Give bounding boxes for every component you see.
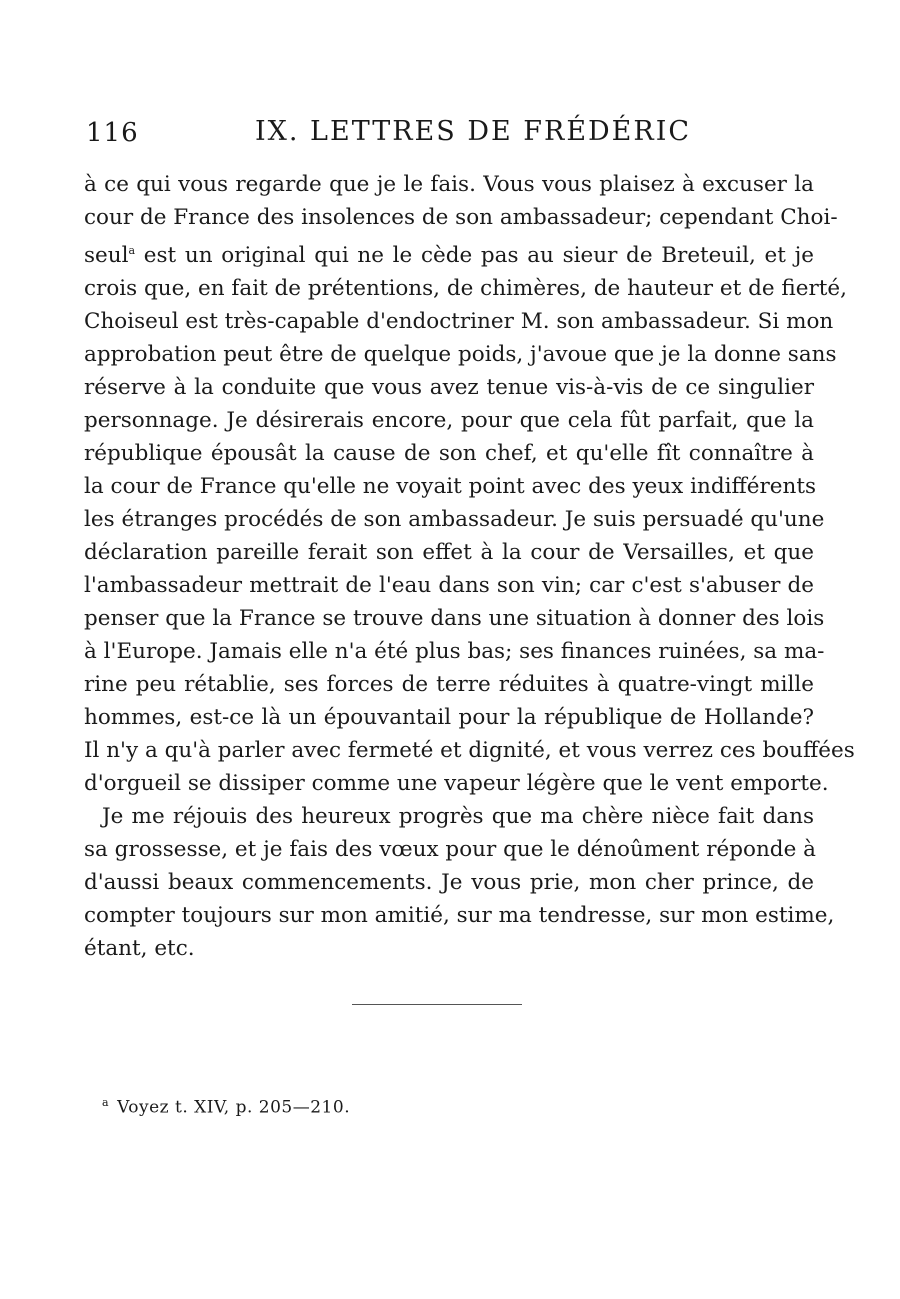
text-line [84, 234, 814, 272]
text-line: sa grossesse, et je fais des vœux pour que le dénoûment réponde à [84, 837, 816, 863]
text-line: réserve à la conduite que vous avez tenue vis-à-vis de ce singulier [84, 375, 814, 401]
text-line: étant, etc. [84, 936, 195, 962]
text-fragment: seul [84, 243, 129, 269]
text-line: à l'Europe. Jamais elle n'a été plus bas; ses finances ruinées, sa ma- [84, 639, 825, 665]
text-line: la cour de France qu'elle ne voyait point avec des yeux indifférents [84, 474, 816, 500]
text-line: Choiseul est très-capable d'endoctriner M. son ambassadeur. Si mon [84, 309, 834, 335]
text-line: cour de France des insolences de son ambassadeur; cependant Choi- [84, 205, 838, 230]
letter-body [84, 168, 855, 965]
text-line: personnage. Je désirerais encore, pour que cela fût parfait, que la [84, 408, 814, 434]
text-line: les étranges procédés de son ambassadeur. Je suis persuadé qu'une [84, 507, 825, 533]
text-line: république épousât la cause de son chef, et qu'elle fît connaître à [84, 441, 814, 467]
running-head: IX. LETTRES DE FRÉDÉRIC [255, 116, 692, 147]
text-line: compter toujours sur mon amitié, sur ma tendresse, sur mon estime, [84, 903, 835, 929]
text-line: l'ambassadeur mettrait de l'eau dans son vin; car c'est s'abuser de [84, 573, 814, 599]
text-line: Il n'y a qu'à parler avec fermeté et dignité, et vous verrez ces bouffées [84, 738, 855, 764]
footnote-mark: a [102, 1096, 110, 1109]
footnote-reference: a [128, 244, 136, 257]
text-line: déclaration pareille ferait son effet à la cour de Versailles, et que [84, 540, 814, 566]
text-line: d'aussi beaux commencements. Je vous prie, mon cher prince, de [84, 870, 814, 896]
text-line: hommes, est-ce là un épouvantail pour la république de Hollande? [84, 705, 814, 731]
text-line: d'orgueil se dissiper comme une vapeur légère que le vent emporte. [84, 771, 829, 797]
text-line: crois que, en fait de prétentions, de chimères, de hauteur et de fierté, [84, 276, 847, 302]
text-line: approbation peut être de quelque poids, j'avoue que je la donne sans [84, 342, 837, 368]
text-fragment: est un original qui ne le cède pas au sieur de Breteuil, et je [143, 243, 814, 269]
footnote [102, 1096, 350, 1118]
text-line: penser que la France se trouve dans une situation à donner des lois [84, 606, 825, 632]
footnote-separator [352, 1004, 522, 1005]
footnote-text: Voyez t. XIV, p. 205—210. [117, 1097, 351, 1118]
page-number: 116 [86, 118, 139, 148]
text-line: à ce qui vous regarde que je le fais. Vous vous plaisez à excuser la [84, 172, 814, 197]
text-line: Je me réjouis des heureux progrès que ma chère nièce fait dans [102, 804, 814, 830]
text-line: rine peu rétablie, ses forces de terre réduites à quatre-vingt mille [84, 672, 814, 698]
